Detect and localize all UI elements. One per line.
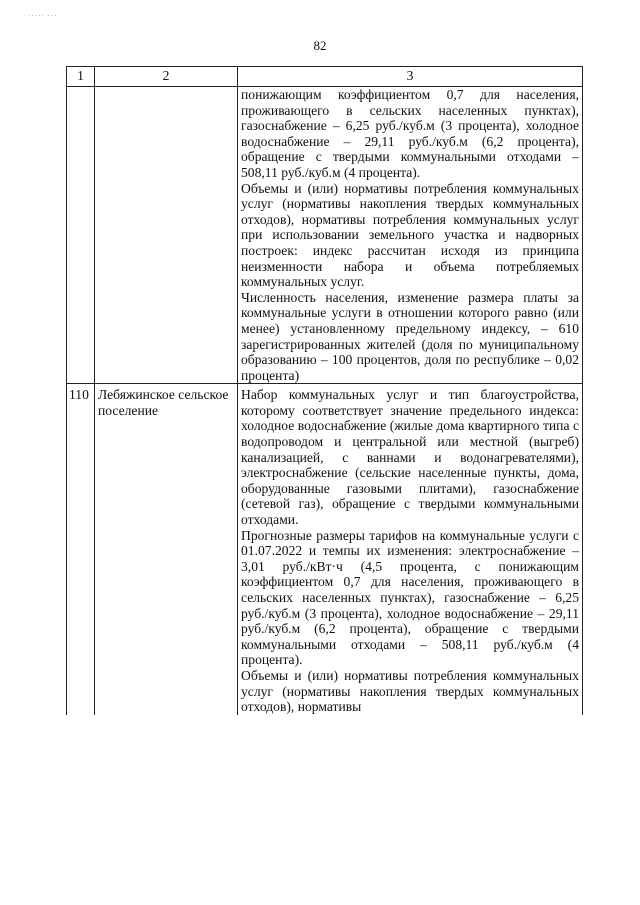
header-col-1: 1 bbox=[67, 67, 95, 87]
scan-corner-mark: ····· ··· bbox=[28, 12, 58, 20]
row-number-cell bbox=[67, 87, 95, 384]
description-paragraph: Набор коммунальных услуг и тип благоустройства, которому соответствует значение предельного индекса: холодное водоснабжение (жилые дома квартирного типа с водопроводом и центральной или местной (выгреб) канализацией, с ваннами и водонагревателями), электроснабжение (сельские населенные пункты, дома, оборудованные газовыми плитами), газоснабжение (сетевой газ), обращение с твердыми коммунальными отходами. bbox=[241, 387, 579, 528]
description-paragraph: Численность населения, изменение размера платы за коммунальные услуги в отношении которого равно (или менее) установленному предельному индексу, – 610 зарегистрированных жителей (доля по муниципальному образованию – 100 процентов, доля по республике – 0,02 процента) bbox=[241, 289, 579, 383]
table-header-row bbox=[67, 67, 583, 87]
table-row bbox=[67, 384, 583, 715]
header-col-2: 2 bbox=[95, 67, 238, 87]
description-paragraph: Объемы и (или) нормативы потребления коммунальных услуг (нормативы накопления твердых коммунальных отходов), нормативы потребления коммунальных услуг при использовании земельного участка и надворных построек: индекс рассчитан исходя из принципа неизменности набора и объема потребляемых коммунальных услуг. bbox=[241, 180, 579, 290]
description-paragraph: Объемы и (или) нормативы потребления коммунальных услуг (нормативы накопления твердых коммунальных отходов), нормативы bbox=[241, 667, 579, 715]
page-number: 82 bbox=[313, 38, 327, 53]
settlement-name-cell: Лебяжинское сельское поселение bbox=[95, 384, 238, 715]
tariff-table bbox=[66, 66, 583, 715]
description-cell bbox=[238, 87, 583, 384]
row-number-cell: 110 bbox=[67, 384, 95, 715]
settlement-name-cell bbox=[95, 87, 238, 384]
description-paragraph: Прогнозные размеры тарифов на коммунальные услуги с 01.07.2022 и темпы их изменения: электроснабжение – 3,01 руб./кВт·ч (4,5 процента, с понижающим коэффициентом 0,7 для населения, проживающего в сельских населенных пунктах), газоснабжение – 6,25 руб./куб.м (3 процента), холодное водоснабжение – 29,11 руб./куб.м (6,2 процента), обращение с твердыми коммунальными отходами – 508,11 руб./куб.м (4 процента). bbox=[241, 527, 579, 668]
header-col-3: 3 bbox=[238, 67, 583, 87]
description-paragraph: понижающим коэффициентом 0,7 для населения, проживающего в сельских населенных пунктах), газоснабжение – 6,25 руб./куб.м (3 процента), холодное водоснабжение – 29,11 руб./куб.м (6,2 процента), обращение с твердыми коммунальными отходами – 508,11 руб./куб.м (4 процента). bbox=[241, 87, 579, 180]
description-cell bbox=[238, 384, 583, 715]
table-row bbox=[67, 87, 583, 384]
